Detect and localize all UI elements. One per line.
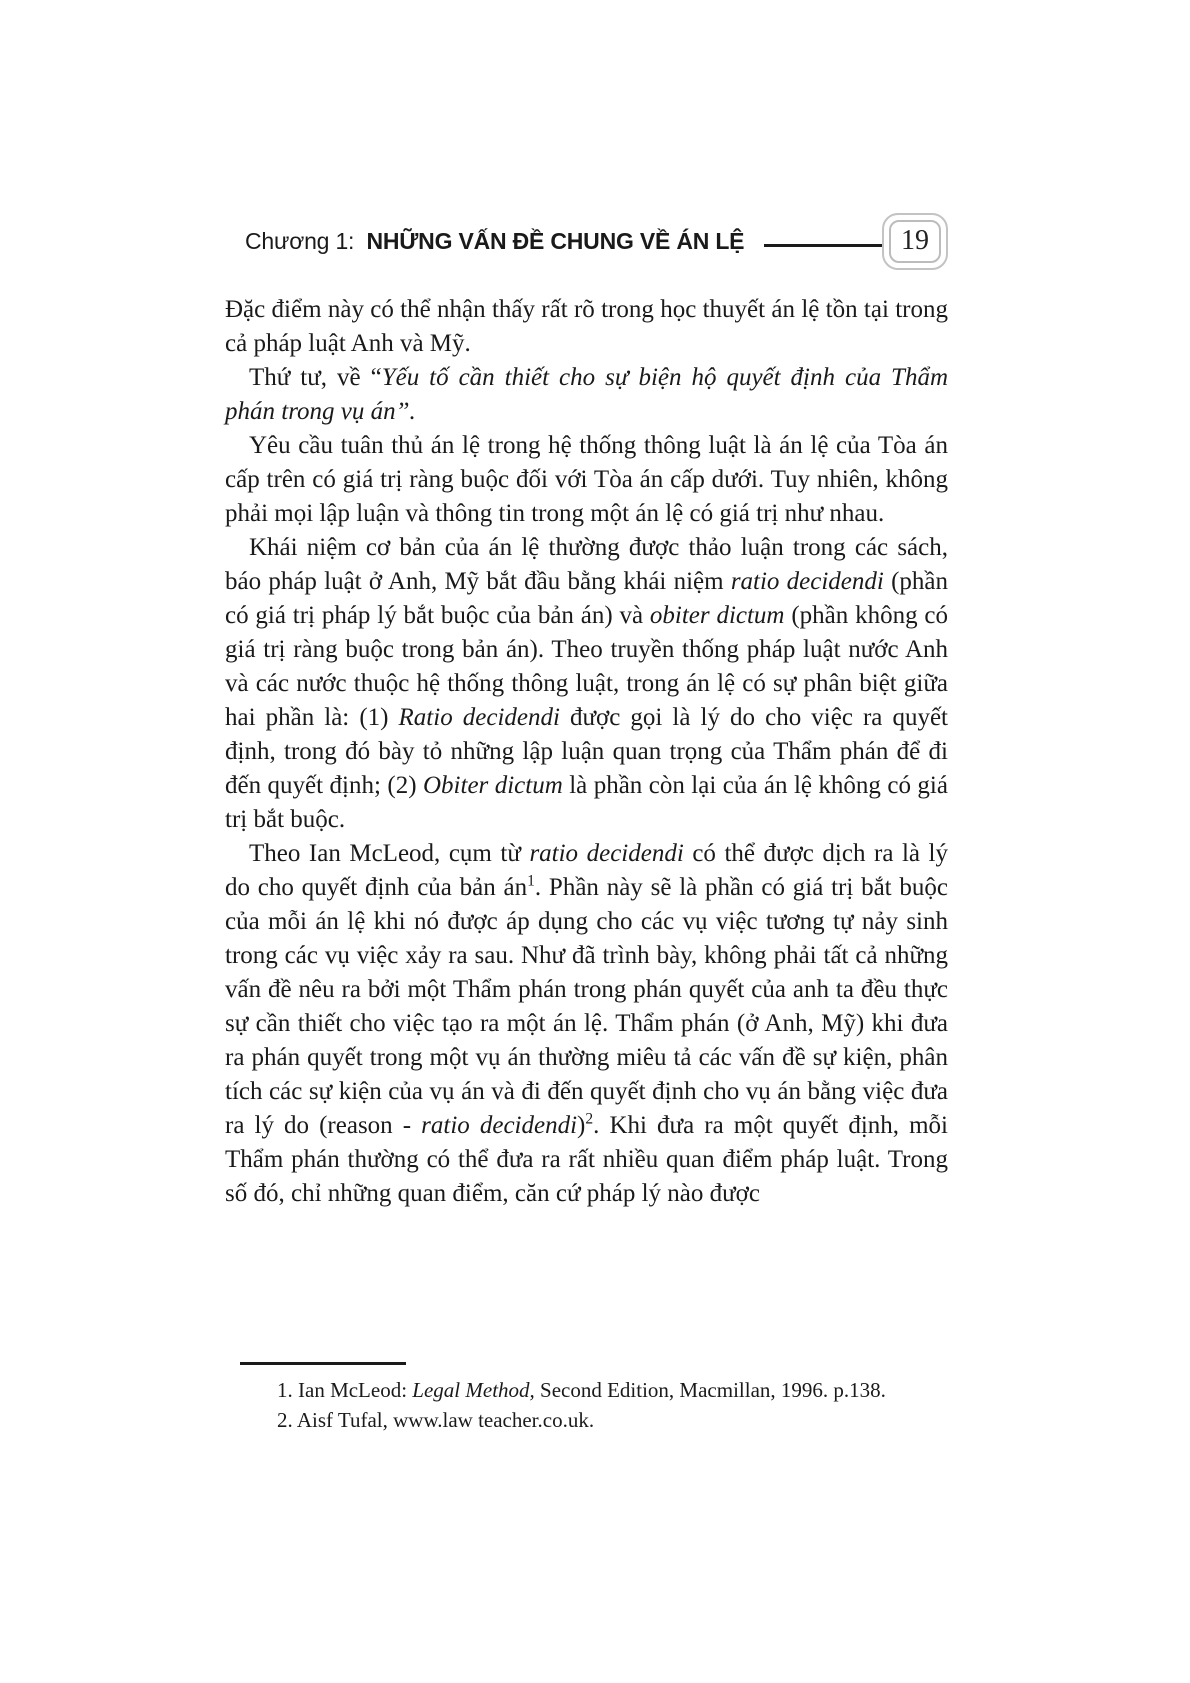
paragraph-2: Thứ tư, về “Yếu tố cần thiết cho sự biện hộ quyết định của Thẩm phán trong vụ án”. bbox=[225, 364, 948, 425]
page-number: 19 bbox=[889, 220, 941, 263]
chapter-number-label: Chương 1: bbox=[245, 227, 355, 254]
body-text bbox=[225, 293, 948, 1211]
paragraph-3: Yêu cầu tuân thủ án lệ trong hệ thống thông luật là án lệ của Tòa án cấp trên có giá trị ràng buộc đối với Tòa án cấp dưới. Tuy nhiên, không phải mọi lập luận và thông tin trong một án lệ có giá trị như nhau. bbox=[225, 432, 948, 527]
footnotes-section bbox=[225, 1362, 948, 1435]
paragraph-4: Khái niệm cơ bản của án lệ thường được thảo luận trong các sách, báo pháp luật ở Anh, Mỹ bắt đầu bằng khái niệm ratio decidendi (phần có giá trị pháp lý bắt buộc của bản án) và obiter dictum (phần không có giá trị ràng buộc trong bản án). Theo truyền thống pháp luật nước Anh và các nước thuộc hệ thống thông luật, trong án lệ có sự phân biệt giữa hai phần là: (1) Ratio decidendi được gọi là lý do cho việc ra quyết định, trong đó bày tỏ những lập luận quan trọng của Thẩm phán để đi đến quyết định; (2) Obiter dictum là phần còn lại của án lệ không có giá trị bắt buộc. bbox=[225, 534, 948, 833]
footnote-separator-rule bbox=[240, 1362, 406, 1365]
chapter-heading bbox=[245, 228, 744, 255]
chapter-header bbox=[245, 212, 948, 270]
footnote-1: 1. Ian McLeod: Legal Method, Second Edition, Macmillan, 1996. p.138. bbox=[277, 1377, 886, 1402]
footnote-2: 2. Aisf Tufal, www.law teacher.co.uk. bbox=[277, 1407, 595, 1432]
header-rule bbox=[764, 244, 882, 247]
chapter-title: NHỮNG VẤN ĐỀ CHUNG VỀ ÁN LỆ bbox=[366, 227, 745, 254]
page-number-badge bbox=[882, 213, 948, 270]
paragraph-1: Đặc điểm này có thể nhận thấy rất rõ trong học thuyết án lệ tồn tại trong cả pháp luật Anh và Mỹ. bbox=[225, 296, 948, 357]
paragraph-5: Theo Ian McLeod, cụm từ ratio decidendi có thể được dịch ra là lý do cho quyết định của bản $án^1$. Phần này sẽ là phần có giá trị bắt buộc của mỗi án lệ khi nó được áp dụng cho các vụ việc tương tự nảy sinh trong các vụ việc xảy ra sau. Như đã trình bày, không phải tất cả những vấn đề nêu ra bởi một Thẩm phán trong phán quyết của anh ta đều thực sự cần thiết cho việc tạo ra một án lệ. Thẩm phán (ở Anh, Mỹ) khi đưa ra phán quyết trong một vụ án thường miêu tả các vấn đề sự kiện, phân tích các sự kiện của vụ án và đi đến quyết định cho vụ án bằng việc đưa ra lý do (reason - ratio decidendi)$^2$. Khi đưa ra một quyết định, mỗi Thẩm phán thường có thể đưa ra rất nhiều quan điểm pháp luật. Trong số đó, chỉ những quan điểm, căn cứ pháp lý nào được bbox=[225, 840, 949, 1207]
